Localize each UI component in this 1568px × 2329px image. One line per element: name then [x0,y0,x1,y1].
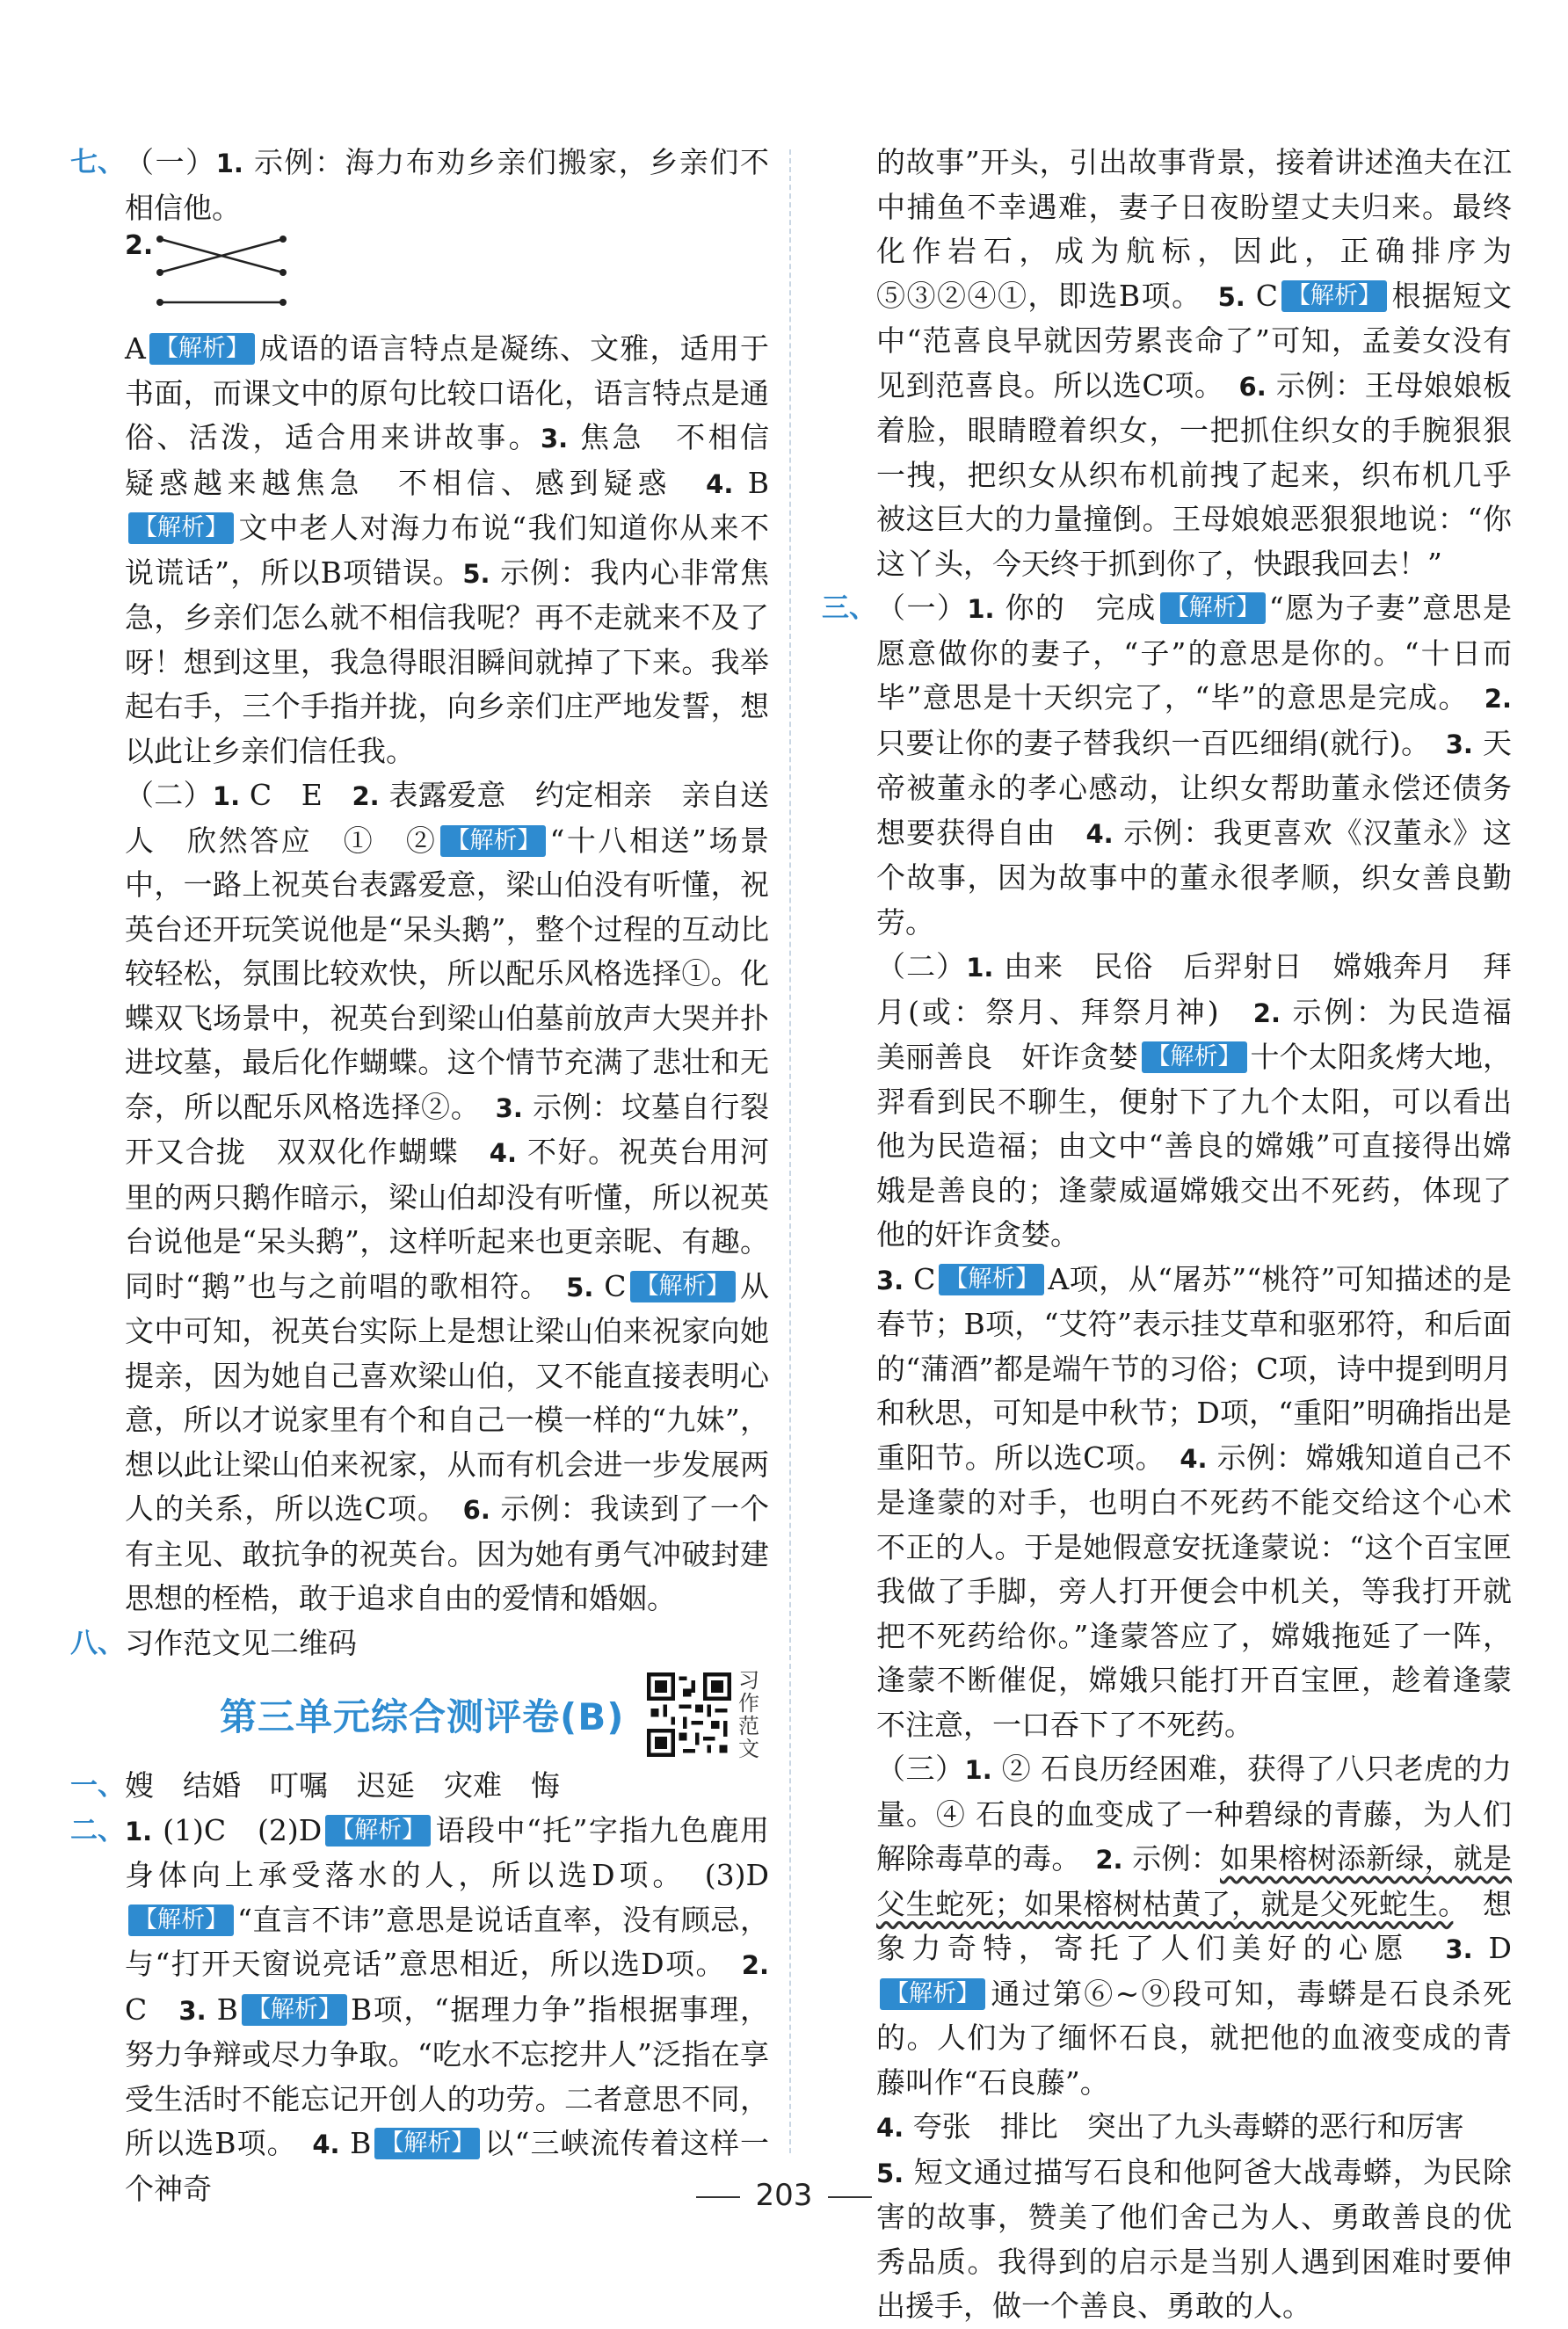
analysis-tag: 【解析】 [242,1994,347,2026]
analysis-tag: 【解析】 [440,825,546,857]
analysis-tag: 【解析】 [630,1271,736,1302]
match-dot [279,269,287,276]
section-marker: 七、 [70,147,125,178]
section-marker: 八、 [70,1627,125,1659]
analysis-tag: 【解析】 [325,1815,431,1847]
answer-block-8: 八、 习作范文见二维码 [70,1622,769,1666]
answer-block-1: 一、 嫂 结婚 叮嘱 迟延 灾难 悔 [70,1764,769,1809]
answer-block-3-part-3-q4: 4. 夸张 排比 突出了九头毒蟒的恶行和厉害 [876,2109,1464,2144]
answer-block-7-part-1: 七、 （一）1. 示例：海力布劝乡亲们搬家，乡亲们不相信他。 [70,141,769,230]
section-marker: 二、 [70,1814,125,1847]
answer-block-3-part-3: （三）1. ② 石良历经困难，获得了八只老虎的力量。④ 石良的血变成了一种碧绿的青藤，为人们解除毒草的毒。 2. 示例：如果榕树添新绿，就是父生蛇死；如果榕树枯黄了，就是父死蛇生。 想象力奇特，寄托了人们美好的心愿 3. D【解析】 通过第⑥~⑨段可知，毒蟒是石良杀死的。人们为了缅怀石良，就把他的血液变成的青藤叫作“石良藤”。 [876,1752,1513,2100]
answer-block-3-part-2: （二）1. 由来 民俗 后羿射日 嫦娥奔月 拜月(或：祭月、拜祭月神) 2. 示例：为民造福 美丽善良 奸诈贪婪 【解析】 十个太阳炙烤大地，羿看到民不聊生，便射下了九个太阳，可以看出他为民造福；由文中“善良的嫦娥”可直接得出嫦娥是善良的；逢蒙威逼嫦娥交出不死药，体现了他的奸诈贪婪。 [876,949,1542,1252]
answer-block-2-cont: 的故事”开头，引出故事背景，接着讲述渔夫在江中捕鱼不幸遇难，妻子日夜盼望丈夫归来。最终化作岩石，成为航标，因此，正确排序为⑤③②④①，即选B项。 5. C 【解析】 根据短文中“范喜良早就因劳累丧命了”可知，孟姜女没有见到范喜良。所以选C项。 6. 示例：王母娘娘板着脸，眼睛瞪着织女，一把抓住织女的手腕狠狠一拽，把织女从织布机前拽了起来，织布机几乎被这巨大的力量撞倒。王母娘娘恶狠狠地说：“你这丫头，今天终于抓到你了，快跟我回去！” [876,145,1513,581]
section-marker: 三、 [822,592,876,624]
analysis-tag: 【解析】 [939,1264,1044,1295]
analysis-tag: 【解析】 [374,2128,480,2159]
answer-block-7-part-1-cont: A 【解析】 成语的语言特点是凝练、文雅，适用于书面，而课文中的原句比较口语化，语言特点是通俗、活泼，适合用来讲故事。3. 焦急 不相信 疑惑越来越焦急 不相信、感到疑惑 4. B【解析】 文中老人对海力布说“我们知道你从来不说谎话”，所以B项错误。5. 示例：我内心非常焦急，乡亲们怎么就不相信我呢？再不走就来不及了呀！想到这里，我急得眼泪瞬间就掉了下来。我举起右手，三个手指并拢，向乡亲们庄严地发誓，想以此让乡亲们信任我。 [125,331,798,768]
analysis-tag: 【解析】 [1281,280,1387,312]
analysis-tag: 【解析】 [1142,1041,1247,1073]
match-dot [156,299,163,306]
qr-code-icon[interactable] [647,1672,731,1757]
cross-lines-figure [151,230,327,327]
section-title: 第三单元综合测评卷(B) [220,1695,625,1738]
match-dot [279,299,287,306]
question-number: 2. [125,230,154,261]
section-heading [70,1665,769,1764]
analysis-tag: 【解析】 [128,512,234,544]
right-column [822,141,1542,2329]
match-dot [156,269,163,276]
answer-block-3-part-1: 三、 （一）1. 你的 完成 【解析】 “愿为子妻”意思是愿意做你的妻子，“子”的意思是你的。“十日而毕”意思是十天织完了，“毕”的意思是完成。 2. 只要让你的妻子替我织一百匹细绢(就行)。 3. 天帝被董永的孝心感动，让织女帮助董永偿还债务 想要获得自由 4. 示例：我更喜欢《汉董永》这个故事，因为故事中的董永很孝顺，织女善良勤劳。 [822,586,1512,945]
page-number: 203 [755,2178,813,2213]
analysis-tag: 【解析】 [149,333,255,365]
matching-line-diagram [125,230,345,327]
qr-code-label: 习作范文 [738,1668,759,1761]
match-dot [279,236,287,243]
wavy-underlined-answer: 如果榕树添新绿，就是父生蛇死；如果榕树枯黄了，就是父死蛇生。 [876,1841,1512,1921]
answer-block-2: 二、 1. (1)C (2)D 【解析】 语段中“托”字指九色鹿用身体向上承受落水的人，所以选D项。 (3)D【解析】 “直言不讳”意思是说话直率，没有顾忌，与“打开天窗说亮话”意思相近，所以选D项。 2. C 3. B 【解析】 B项，“据理力争”指根据事理，努力争辩或尽力争取。“吃水不忘挖井人”泛指在享受生活时不能忘记开创人的功劳。二者意思不同，所以选B项。 4. B 【解析】 以“三峡流传着这样一个神奇 [70,1809,769,2212]
match-dot [156,236,163,243]
answer-block-3-part-3-q5: 5. 短文通过描写石良和他阿爸大战毒蟒，为民除害的故事，赞美了他们舍己为人、勇敢善良的优秀品质。我得到的启示是当别人遇到困难时要伸出援手，做一个善良、勇敢的人。 [876,2154,1512,2323]
answer-block-7-part-2: （二）1. C E 2. 表露爱意 约定相亲 亲自送人 欣然答应 ① ② 【解析】 “十八相送”场景中，一路上祝英台表露爱意，梁山伯没有听懂，祝英台还开玩笑说他是“呆头鹅”，整个过程的互动比较轻松，氛围比较欢快，所以配乐风格选择①。化蝶双飞场景中，祝英台到梁山伯墓前放声大哭并扑进坟墓，最后化作蝴蝶。这个情节充满了悲壮和无奈，所以配乐风格选择②。 3. 示例：坟墓自行裂开又合拢 双双化作蝴蝶 4. 不好。祝英台用河里的两只鹅作暗示，梁山伯却没有听懂，所以祝英台说他是“呆头鹅”，这样听起来也更亲昵、有趣。同时“鹅”也与之前唱的歌相符。 5. C 【解析】 从文中可知，祝英台实际上是想让梁山伯来祝家向她提亲，因为她自己喜欢梁山伯，又不能直接表明心意，所以才说家里有个和自己一模一样的“九妹”，想以此让梁山伯来祝家，从而有机会进一步发展两人的关系，所以选C项。 6. 示例：我读到了一个有主见、敢抗争的祝英台。因为她有勇气冲破封建思想的桎梏，敢于追求自由的爱情和婚姻。 [125,778,770,1615]
analysis-tag: 【解析】 [1160,592,1266,624]
footer-rule [696,2196,740,2198]
analysis-tag: 【解析】 [880,1978,985,2010]
page-number-footer [0,2178,1568,2213]
answer-block-3-part-2-cont: 3. C 【解析】 A项，从“屠苏”“桃符”可知描述的是春节；B项，“艾符”表示挂艾草和驱邪符，和后面的“蒲酒”都是端午节的习俗；C项，诗中提到明月和秋思，可知是中秋节；D项，“重阳”明确指出是重阳节。所以选C项。 4. 示例：嫦娥知道自己不是逢蒙的对手，也明白不死药不能交给这个心术不正的人。于是她假意安抚逢蒙说：“这个百宝匣我做了手脚，旁人打开便会中机关，等我打开就把不死药给你。”逢蒙答应了，嫦娥拖延了一阵，逢蒙不断催促，嫦娥只能打开百宝匣，趁着逢蒙不注意，一口吞下了不死药。 [876,1261,1512,1742]
analysis-tag: 【解析】 [128,1905,234,1936]
footer-rule [828,2196,872,2198]
section-marker: 一、 [70,1770,125,1802]
